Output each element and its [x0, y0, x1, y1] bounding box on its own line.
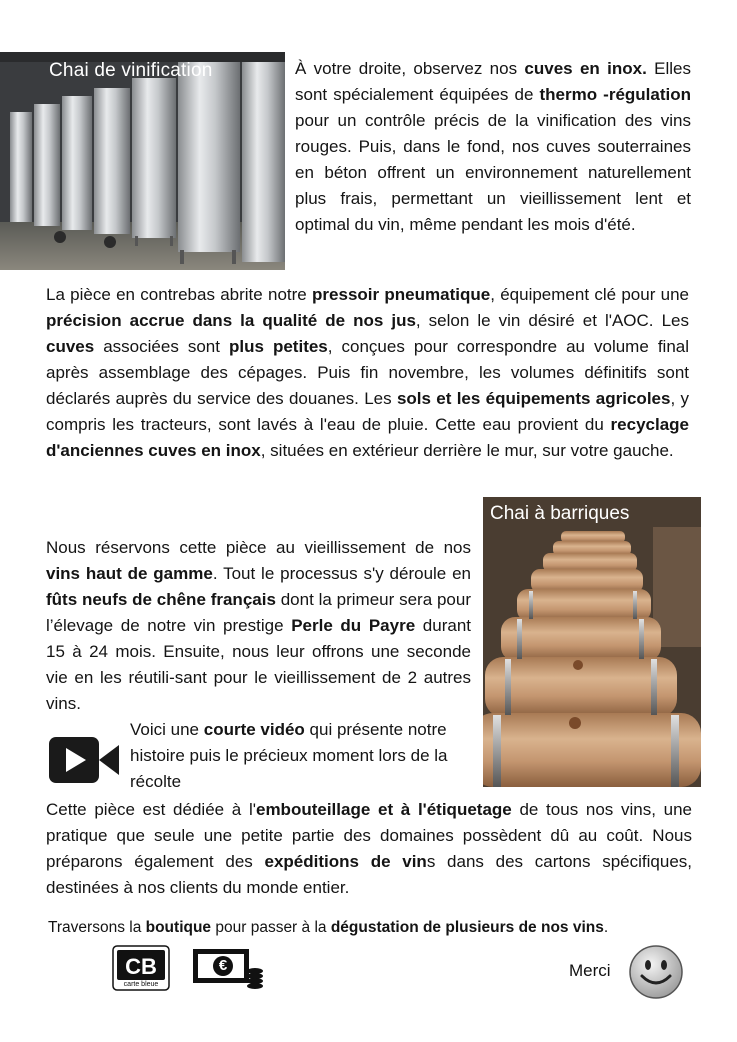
video-link[interactable]: courte vidéo [203, 720, 305, 739]
vinification-cellar-photo [0, 52, 285, 270]
bottling-paragraph: Cette pièce est dédiée à l'embouteillage et à l'étiquetage de tous nos vins, une pratique que seule une petite partie des domaines possèdent dû au coût. Nous préparons également des expéditions de vins dans des cartons spécifiques, destinées à nos clients du monde entier. [46, 800, 693, 897]
euro-symbol: € [218, 957, 228, 974]
svg-text:CB: CB [125, 954, 157, 979]
press-paragraph: La pièce en contrebas abrite notre pressoir pneumatique, équipement clé pour une précision accrue dans la qualité de nos jus, selon le vin désiré et l'AOC. Les cuves associées sont plus petites, conçues pour correspondre au volume final après assemblage des cépages. Puis fin novembre, les volumes définitifs sont déclarés auprès du service des douanes. Les sols et les équipements agricoles, y compris les tracteurs, sont lavés à l'eau de pluie. Cette eau provient du recyclage d'anciennes cuves en inox, situées en extérieur derrière le mur, sur votre gauche. [46, 285, 690, 460]
barrels-illustration [483, 497, 701, 787]
intro-paragraph: À votre droite, observez nos cuves en inox. Elles sont spécialement équipées de thermo -régulation pour un contrôle précis de la vinification des vins rouges. Puis, dans le fond, nos cuves souterraines en béton offrent un environnement naturellement plus frais, permettant un vieillissement lent et optimal du vin, même pendant les mois d'été. [295, 59, 691, 234]
carte-bleue-text: carte bleue [123, 981, 159, 988]
vinification-caption: Chai de vinification [49, 60, 213, 81]
merci-text: Merci [569, 961, 611, 980]
video-description: Voici une courte vidéo qui présente notre histoire puis le précieux moment lors de la récolte [130, 720, 448, 791]
carte-bleue-icon [112, 945, 170, 991]
footer-note: Traversons la boutique pour passer à la dégustation de plusieurs de nos vins. [48, 919, 609, 936]
barrels-caption: Chai à barriques [490, 503, 630, 524]
video-play-icon[interactable] [48, 735, 120, 785]
stainless-tanks-illustration [0, 52, 285, 270]
smiley-icon [628, 944, 684, 1000]
cash-icon [191, 945, 265, 991]
barrel-cellar-photo [483, 497, 701, 787]
barrels-paragraph: Nous réservons cette pièce au vieillissement de nos vins haut de gamme. Tout le processus s'y déroule en fûts neufs de chêne français dont la primeur sera pour l’élevage de notre vin prestige Perle du Payre durant 15 à 24 mois. Ensuite, nous leur offrons une seconde vie en les réutili-sant pour le vieillissement de 2 autres vins. [46, 538, 472, 713]
